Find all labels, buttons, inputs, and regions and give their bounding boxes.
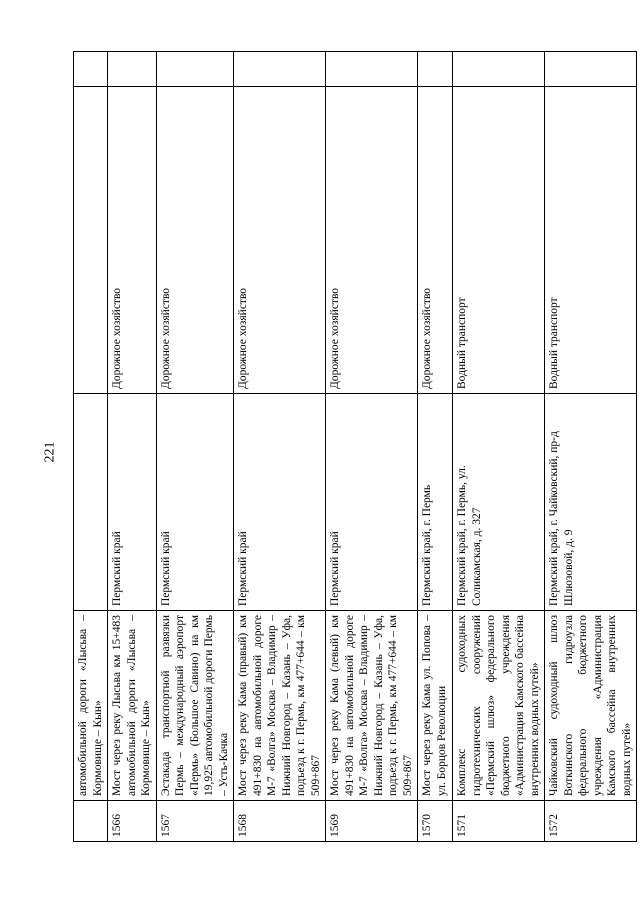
object-name: автомобильной дороги «Лысьва – Кормовище – Кын» [74, 611, 108, 801]
object-name: Эстакада транспортной развязки Пермь – международный аэропорт «Пермь» (Большое Савино) на км 19,925 автомобильной дороги Пермь – Усть-Качка [156, 611, 234, 801]
object-name: Мост через реку Лысьва км 15+483 автомобильной дороги «Лысьва – Кормовище – Кын» [108, 611, 157, 801]
object-location: Пермский край [156, 394, 234, 611]
row-number: 1571 [453, 801, 545, 842]
object-location: Пермский край [234, 394, 326, 611]
table-row [418, 52, 453, 842]
object-name: Мост через реку Кама (правый) км 491+830 на автомобильной дороге М-7 «Волга» Москва – Владимир – Нижний Новгород – Казань – Уфа, подъезд к г. Пермь, км 477+644 – км 509+867 [234, 611, 326, 801]
empty-cell [418, 52, 453, 87]
objects-table [73, 51, 637, 842]
object-location: Пермский край [326, 394, 418, 611]
table-row [234, 52, 326, 842]
object-location: Пермский край [108, 394, 157, 611]
row-number: 1570 [418, 801, 453, 842]
row-number: 1569 [326, 801, 418, 842]
object-sector: Дорожное хозяйство [418, 87, 453, 394]
row-number: 1572 [545, 801, 637, 842]
row-number [74, 801, 108, 842]
object-location: Пермский край, г. Пермь [418, 394, 453, 611]
object-name: Мост через реку Кама ул. Попова – ул. Борцов Революции [418, 611, 453, 801]
object-sector: Дорожное хозяйство [326, 87, 418, 394]
rotated-table-container [73, 52, 633, 842]
empty-cell [74, 52, 108, 87]
object-sector: Дорожное хозяйство [108, 87, 157, 394]
page-number-text: 221 [42, 441, 57, 463]
object-sector [74, 87, 108, 394]
object-location: Пермский край, г. Пермь, ул. Соликамская, д. 327 [453, 394, 545, 611]
table-row [545, 52, 637, 842]
object-sector: Водный транспорт [453, 87, 545, 394]
empty-cell [108, 52, 157, 87]
empty-cell [326, 52, 418, 87]
empty-cell [156, 52, 234, 87]
empty-cell [453, 52, 545, 87]
object-name: Комплекс судоходных гидротехнических сооружений «Пермский шлюз» федерального бюджетного учреждения «Администрация Камского бассейна внутренних водных путей» [453, 611, 545, 801]
empty-cell [234, 52, 326, 87]
table-row [453, 52, 545, 842]
table-row [74, 52, 108, 842]
row-number: 1567 [156, 801, 234, 842]
table-row [156, 52, 234, 842]
object-sector: Дорожное хозяйство [234, 87, 326, 394]
object-location [74, 394, 108, 611]
page-number [40, 441, 60, 463]
empty-cell [545, 52, 637, 87]
object-location: Пермский край, г. Чайковский, пр-д Шлюзовой, д. 9 [545, 394, 637, 611]
table-row [326, 52, 418, 842]
row-number: 1568 [234, 801, 326, 842]
table-row [108, 52, 157, 842]
row-number: 1566 [108, 801, 157, 842]
object-sector: Водный транспорт [545, 87, 637, 394]
object-name: Чайковский судоходный шлюз Воткинского гидроузла федерального бюджетного учреждения «Администрация Камского бассейна внутренних водных путей» [545, 611, 637, 801]
object-sector: Дорожное хозяйство [156, 87, 234, 394]
object-name: Мост через реку Кама (левый) км 491+830 на автомобильной дороге М-7 «Волга» Москва – Владимир – Нижний Новгород – Казань – Уфа, подъезд к г. Пермь, км 477+644 – км 509+867 [326, 611, 418, 801]
